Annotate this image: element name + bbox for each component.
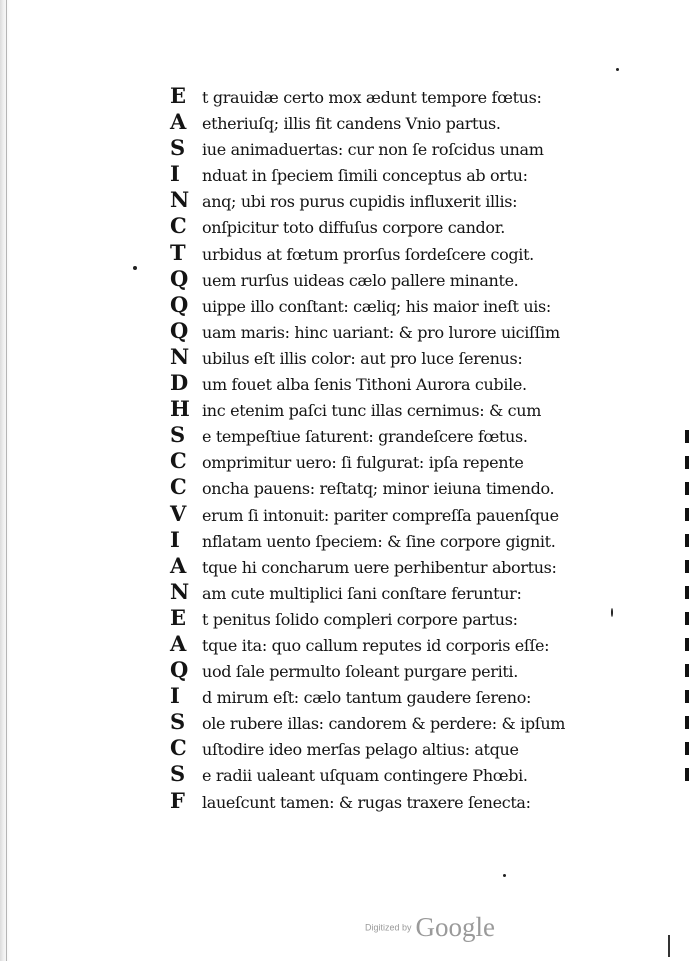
verse-text: uſtodire ideo merſas pelago altius: atque [202, 740, 519, 760]
verse-initial: A [170, 630, 187, 656]
verse-lines [170, 83, 565, 814]
verse-line [170, 683, 565, 709]
verse-initial: S [170, 761, 186, 787]
verse-initial: Q [170, 265, 189, 291]
verse-text: iue animaduertas: cur non ſe roſcidus unam [202, 140, 544, 160]
verse-line [170, 161, 565, 187]
verse-initial: N [170, 578, 190, 604]
verse-text: uem rurſus uideas cælo pallere minante. [202, 270, 519, 290]
verse-initial: C [170, 474, 187, 500]
verse-line [170, 761, 565, 787]
verse-text: e tempeſtiue ſaturent: grandeſcere fœtus. [202, 427, 528, 447]
verse-line [170, 579, 565, 605]
verse-initial: A [170, 109, 187, 135]
verse-initial: H [170, 396, 190, 422]
verse-initial: E [170, 604, 187, 630]
verse-text: erum ſi intonuit: pariter compreſſa pauenſque [202, 505, 559, 525]
bleed-mark [685, 638, 689, 651]
ink-speck [611, 608, 613, 617]
verse-line [170, 318, 565, 344]
verse-initial: F [170, 787, 185, 813]
verse-text: nduat in ſpeciem ſimili conceptus ab ortu: [202, 166, 528, 186]
verse-text: laueſcunt tamen: & rugas traxere ſenecta: [202, 792, 531, 812]
verse-line [170, 109, 565, 135]
verse-text: omprimitur uero: ſi fulgurat: ipſa repente [202, 453, 524, 473]
verse-line [170, 396, 565, 422]
verse-line [170, 135, 565, 161]
verse-text: oncha pauens: reſtatq; minor ieiuna timendo. [202, 479, 555, 499]
verse-line [170, 735, 565, 761]
verse-text: uod ſale permulto ſoleant purgare periti. [202, 662, 518, 682]
verse-line [170, 527, 565, 553]
verse-line [170, 709, 565, 735]
page-gutter-edge [0, 0, 10, 961]
verse-text: e radii ualeant uſquam contingere Phœbi. [202, 766, 528, 786]
verse-initial: S [170, 709, 186, 735]
verse-initial: S [170, 135, 186, 161]
verse-text: uippe illo conſtant: cæliq; his maior ineſt uis: [202, 296, 551, 316]
bleed-mark [685, 482, 689, 495]
verse-initial: N [170, 343, 190, 369]
bleed-mark [685, 690, 689, 703]
verse-line [170, 657, 565, 683]
verse-text: ole rubere illas: candorem & perdere: & ipſum [202, 714, 566, 734]
verse-line [170, 292, 565, 318]
verse-line [170, 631, 565, 657]
bleed-mark [685, 586, 689, 599]
digitization-watermark [365, 912, 495, 943]
verse-line [170, 422, 565, 448]
verse-initial: A [170, 552, 187, 578]
verse-initial: Q [170, 291, 189, 317]
verse-initial: S [170, 422, 186, 448]
watermark-brand: Google [415, 912, 496, 942]
verse-line [170, 213, 565, 239]
verse-text: nflatam uento ſpeciem: & ſine corpore gignit. [202, 531, 556, 551]
verse-line [170, 501, 565, 527]
verse-initial: C [170, 735, 187, 761]
bleed-mark [685, 742, 689, 755]
verse-text: tque ita: quo callum reputes id corporis eſſe: [202, 635, 550, 655]
bleed-mark [685, 456, 689, 469]
verse-text: inc etenim paſci tunc illas cernimus: & cum [202, 401, 542, 421]
verse-text: uam maris: hinc uariant: & pro lurore uiciſſim [202, 322, 560, 342]
verse-line [170, 83, 565, 109]
ink-speck [616, 68, 619, 71]
verse-line [170, 344, 565, 370]
verse-initial: I [170, 526, 180, 552]
bleed-mark [685, 664, 689, 677]
verse-initial: Q [170, 317, 189, 343]
verse-line [170, 370, 565, 396]
verse-text: etheriuſq; illis fit candens Vnio partus. [202, 114, 501, 134]
verse-initial: C [170, 213, 187, 239]
bleed-mark [685, 612, 689, 625]
verse-initial: D [170, 370, 189, 396]
verse-text: tque hi concharum uere perhibentur abortus: [202, 557, 557, 577]
bleed-mark [685, 560, 689, 573]
verse-initial: C [170, 448, 187, 474]
verse-initial: I [170, 161, 180, 187]
verse-line [170, 266, 565, 292]
verse-text: d mirum eſt: cælo tantum gaudere ſereno: [202, 688, 532, 708]
verse-line [170, 187, 565, 213]
bleed-mark [685, 508, 689, 521]
verse-line [170, 240, 565, 266]
binding-tick [668, 935, 670, 957]
verse-initial: T [170, 239, 186, 265]
verse-text: onſpicitur toto diffuſus corpore candor. [202, 218, 505, 238]
facing-page-bleed [682, 430, 690, 850]
verse-initial: N [170, 187, 190, 213]
verse-initial: V [170, 500, 187, 526]
verse-line [170, 474, 565, 500]
verse-line [170, 448, 565, 474]
verse-text: anq; ubi ros purus cupidis influxerit illis: [202, 192, 518, 212]
bleed-mark [685, 768, 689, 781]
ink-speck [503, 874, 506, 877]
verse-line [170, 553, 565, 579]
verse-text: urbidus at fœtum prorſus ſordeſcere cogit. [202, 244, 534, 264]
verse-initial: I [170, 683, 180, 709]
verse-text: t grauidæ certo mox ædunt tempore fœtus: [202, 88, 542, 107]
verse-line [170, 605, 565, 631]
verse-text: ubilus eſt illis color: aut pro luce ſerenus: [202, 348, 523, 368]
verse-text: am cute multiplici ſani conſtare feruntur: [202, 583, 522, 603]
verse-line [170, 788, 565, 814]
verse-initial: E [170, 83, 187, 108]
verse-text: t penitus ſolido compleri corpore partus: [202, 609, 518, 629]
bleed-mark [685, 534, 689, 547]
gutter-rule [6, 0, 7, 961]
verse-text: um fouet alba ſenis Tithoni Aurora cubile. [202, 375, 527, 395]
bleed-mark [685, 430, 689, 443]
watermark-prefix: Digitized by [365, 922, 412, 933]
ink-speck [133, 266, 137, 270]
verse-initial: Q [170, 657, 189, 683]
bleed-mark [685, 716, 689, 729]
